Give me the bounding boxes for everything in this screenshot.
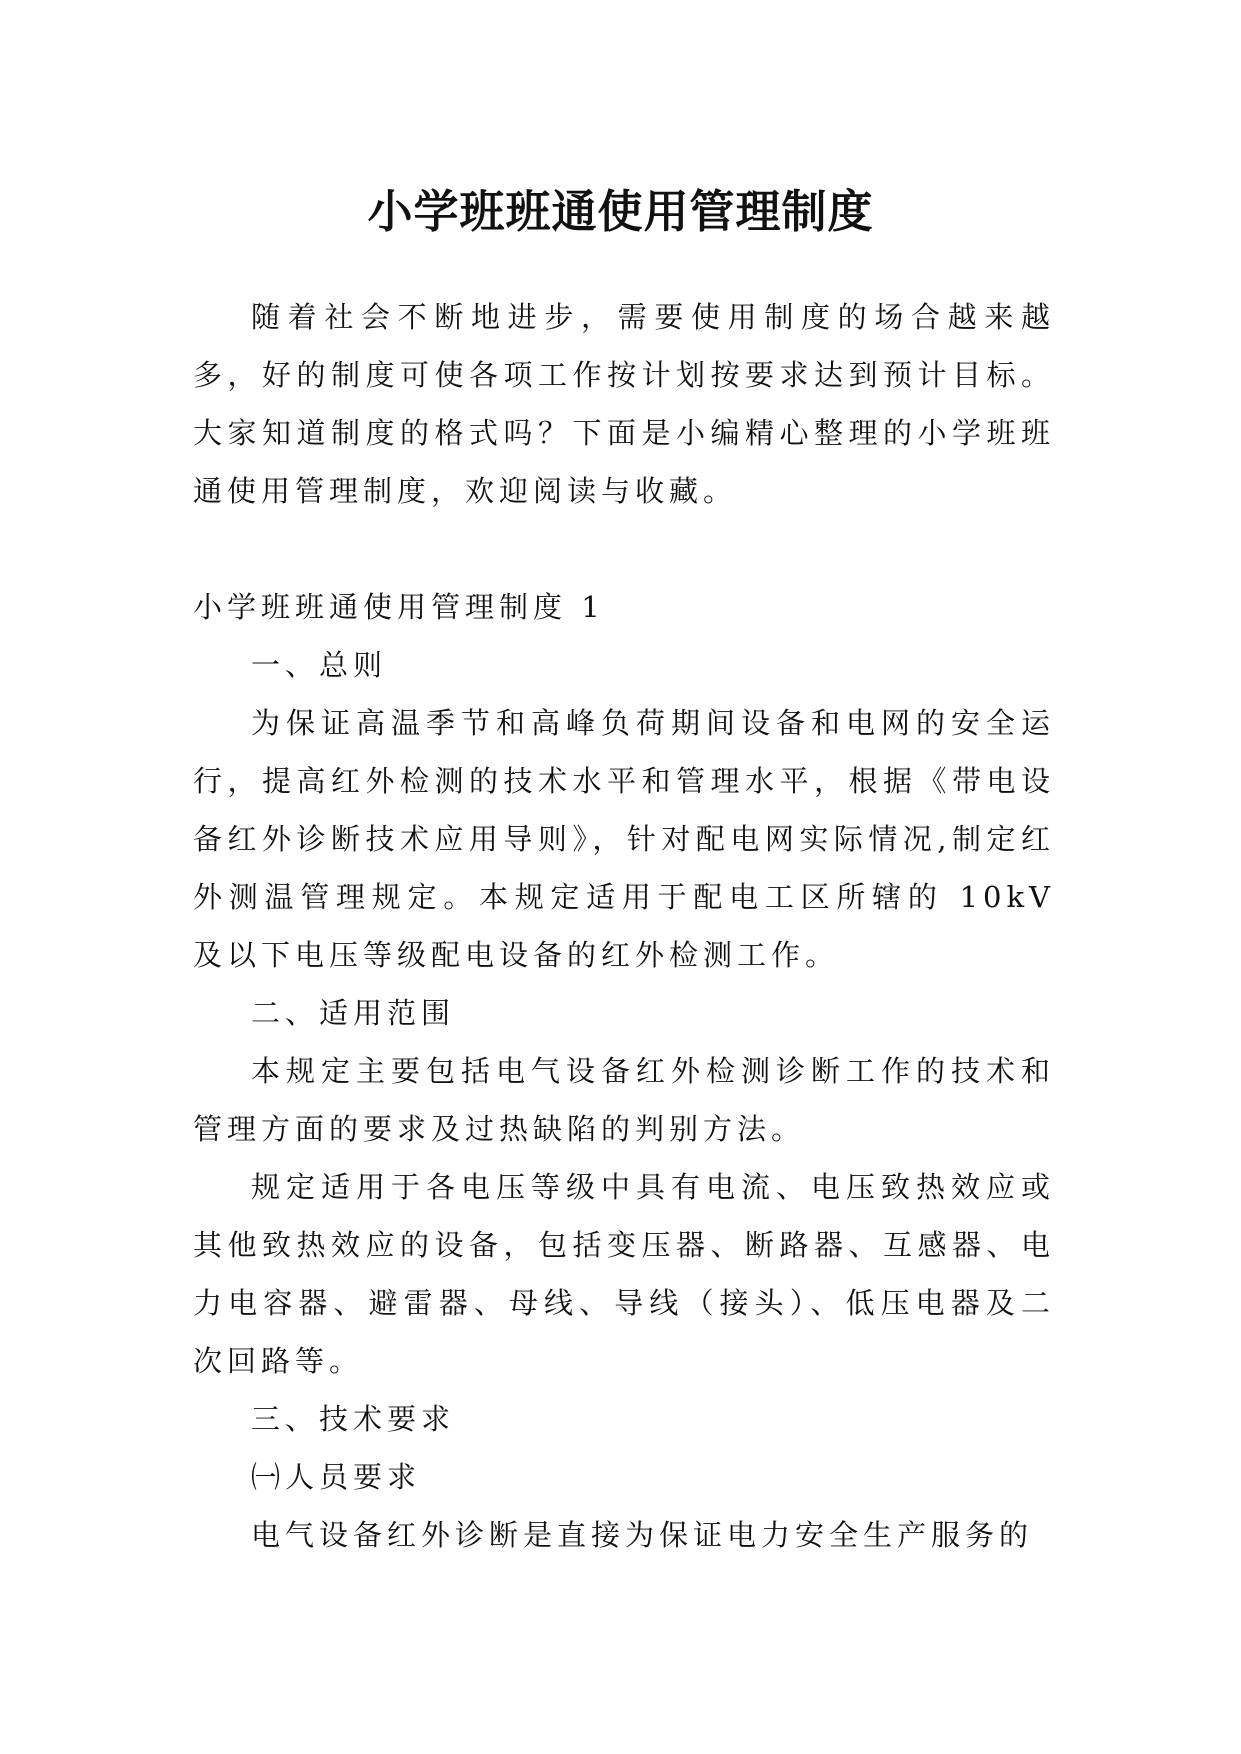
- heading-scope: 二、适用范围: [251, 996, 456, 1030]
- section-spacer: [193, 520, 1055, 578]
- heading-general: 一、总则: [251, 648, 388, 682]
- document-title: 小学班班通使用管理制度: [367, 185, 874, 239]
- heading-technical: 三、技术要求: [251, 1402, 456, 1436]
- intro-paragraph: 随着社会不断地进步，需要使用制度的场合越来越多，好的制度可使各项工作按计划按要求达到预计目标。大家知道制度的格式吗？下面是小编精心整理的小学班班通使用管理制度，欢迎阅读与收藏。: [193, 300, 1055, 508]
- document-body: [193, 288, 1055, 1564]
- paragraph-scope-2: 规定适用于各电压等级中具有电流、电压致热效应或其他致热效应的设备，包括变压器、断路器、互感器、电力电容器、避雷器、母线、导线（接头）、低压电器及二次回路等。: [193, 1170, 1055, 1378]
- paragraph-scope-1: 本规定主要包括电气设备红外检测诊断工作的技术和管理方面的要求及过热缺陷的判别方法。: [193, 1054, 1055, 1146]
- paragraph-personnel: 电气设备红外诊断是直接为保证电力安全生产服务的: [251, 1518, 1034, 1552]
- paragraph-general: 为保证高温季节和高峰负荷期间设备和电网的安全运行，提高红外检测的技术水平和管理水平，根据《带电设备红外诊断技术应用导则》，针对配电网实际情况,制定红外测温管理规定。本规定适用于配电工区所辖的 10kV 及以下电压等级配电设备的红外检测工作。: [193, 706, 1055, 972]
- subheading-personnel: ㈠人员要求: [251, 1460, 422, 1494]
- section-title: 小学班班通使用管理制度 1: [193, 590, 605, 624]
